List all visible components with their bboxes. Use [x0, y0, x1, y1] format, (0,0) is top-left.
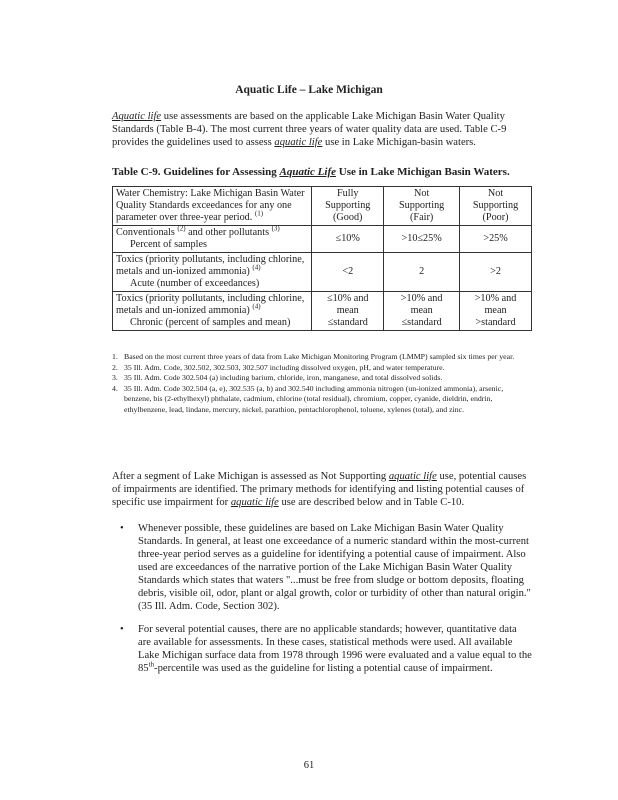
header-fully-supporting: Fully Supporting (Good)	[312, 187, 384, 226]
table-row	[113, 292, 532, 331]
table-row	[113, 253, 532, 292]
bullet-icon: •	[120, 624, 124, 635]
footnote: 4. 35 Ill. Adm. Code 302.504 (a, e), 302.535 (a, b) and 302.540 including ammonia nitrogen (un-ionized ammonia), arsenic, benzene, bis (2-ethylhexyl) phthalate, cadmium, chlorine (total residual), chromium, copper, cyanide, dieldrin, endrin, ethylbenzene, lead, lindane, mercury, nickel, parathion, pentachlorophenol, toluene, xylenes (total), and zinc.	[112, 383, 504, 414]
assessment-paragraph: After a segment of Lake Michigan is assessed as Not Supporting aquatic life use, potential causes of impairments are identified. The primary methods for identifying and listing potential causes of specific use impairment for aquatic life use are described below and in Table C-10.	[112, 471, 527, 508]
intro-term: Aquatic life	[112, 111, 162, 122]
table-row	[113, 226, 532, 253]
table-cell: >10% and mean ≤standard	[384, 292, 460, 331]
table-cell: ≤10% and mean ≤standard	[312, 292, 384, 331]
row-toxics-chronic-label: Toxics (priority pollutants, including chlorine, metals and un-ionized ammonia) $^{(4)}$ Chronic (percent of samples and mean)	[113, 292, 312, 331]
table-cell: >25%	[460, 226, 532, 253]
caption-term: Aquatic Life	[279, 166, 337, 178]
section-title: Aquatic Life – Lake Michigan	[235, 84, 383, 96]
table-cell: ≤10%	[312, 226, 384, 253]
table-header-row	[113, 187, 532, 226]
page-number: 61	[303, 760, 315, 771]
table-cell: >10≤25%	[384, 226, 460, 253]
header-not-supporting-fair: Not Supporting (Fair)	[384, 187, 460, 226]
row-conventionals-label: Conventionals $^{(2)}$ and other pollutants $^{(3)}$ Percent of samples	[113, 226, 312, 253]
footnote: 3. 35 Ill. Adm. Code 302.504 (a) including barium, chloride, iron, manganese, and total dissolved solids.	[112, 373, 443, 382]
row-toxics-acute-label: Toxics (priority pollutants, including chlorine, metals and un-ionized ammonia) $^{(4)}$ Acute (number of exceedances)	[113, 253, 312, 292]
bullet-icon: •	[120, 523, 124, 534]
intro-term-2: aquatic life	[274, 137, 323, 148]
header-parameter: Water Chemistry: Lake Michigan Basin Water Quality Standards exceedances for any one parameter over three-year period. $^{(1)}$	[113, 187, 312, 226]
table-cell: >10% and mean >standard	[460, 292, 532, 331]
table-cell: 2	[384, 253, 460, 292]
table-footnotes	[112, 352, 532, 415]
list-item: • For several potential causes, there are no applicable standards; however, quantitative data are available for assessments. In these cases, statistical methods were used. All available Lake Michigan surface data from 1978 through 1996 were evaluated and a value equal to the 85th-percentile was used as the guideline for listing a potential cause of impairment.	[120, 624, 532, 674]
list-item: • Whenever possible, these guidelines are based on Lake Michigan Basin Water Quality Standards. In general, at least one exceedance of a numeric standard within the most-current three-year period serves as a guideline for identifying a potential cause of impairment. Also used are exceedances of the narrative portion of the Lake Michigan Basin Water Quality Standards which states that waters "...must be free from sludge or bottom deposits, floating debris, visible oil, odor, plant or algal growth, color or turbidity of other than natural origin." (35 Ill. Adm. Code, Section 302).	[120, 523, 531, 612]
table-cell: >2	[460, 253, 532, 292]
table-cell: <2	[312, 253, 384, 292]
table-caption	[112, 166, 510, 178]
caption-suffix: Use in Lake Michigan Basin Waters.	[336, 166, 510, 178]
intro-text-2: use in Lake Michigan-basin waters.	[322, 137, 476, 148]
intro-paragraph	[112, 110, 532, 149]
header-not-supporting-poor: Not Supporting (Poor)	[460, 187, 532, 226]
caption-prefix: Table C-9. Guidelines for Assessing	[112, 166, 280, 178]
footnote: 2. 35 Ill. Adm. Code, 302.502, 302.503, 302.507 including dissolved oxygen, pH, and water temperature.	[112, 362, 445, 372]
footnote: 1. Based on the most current three years of data from Lake Michigan Monitoring Program (LMMP) sampled six times per year.	[112, 352, 515, 361]
guidelines-table	[112, 186, 532, 331]
intro-text-1: use assessments are based on the applicable Lake Michigan Basin Water Quality Standards (Table B-4). The most current three years of water quality data are used. Table C-9 provides the guidelines used to assess	[112, 111, 507, 148]
method-bullet-list	[112, 522, 532, 685]
